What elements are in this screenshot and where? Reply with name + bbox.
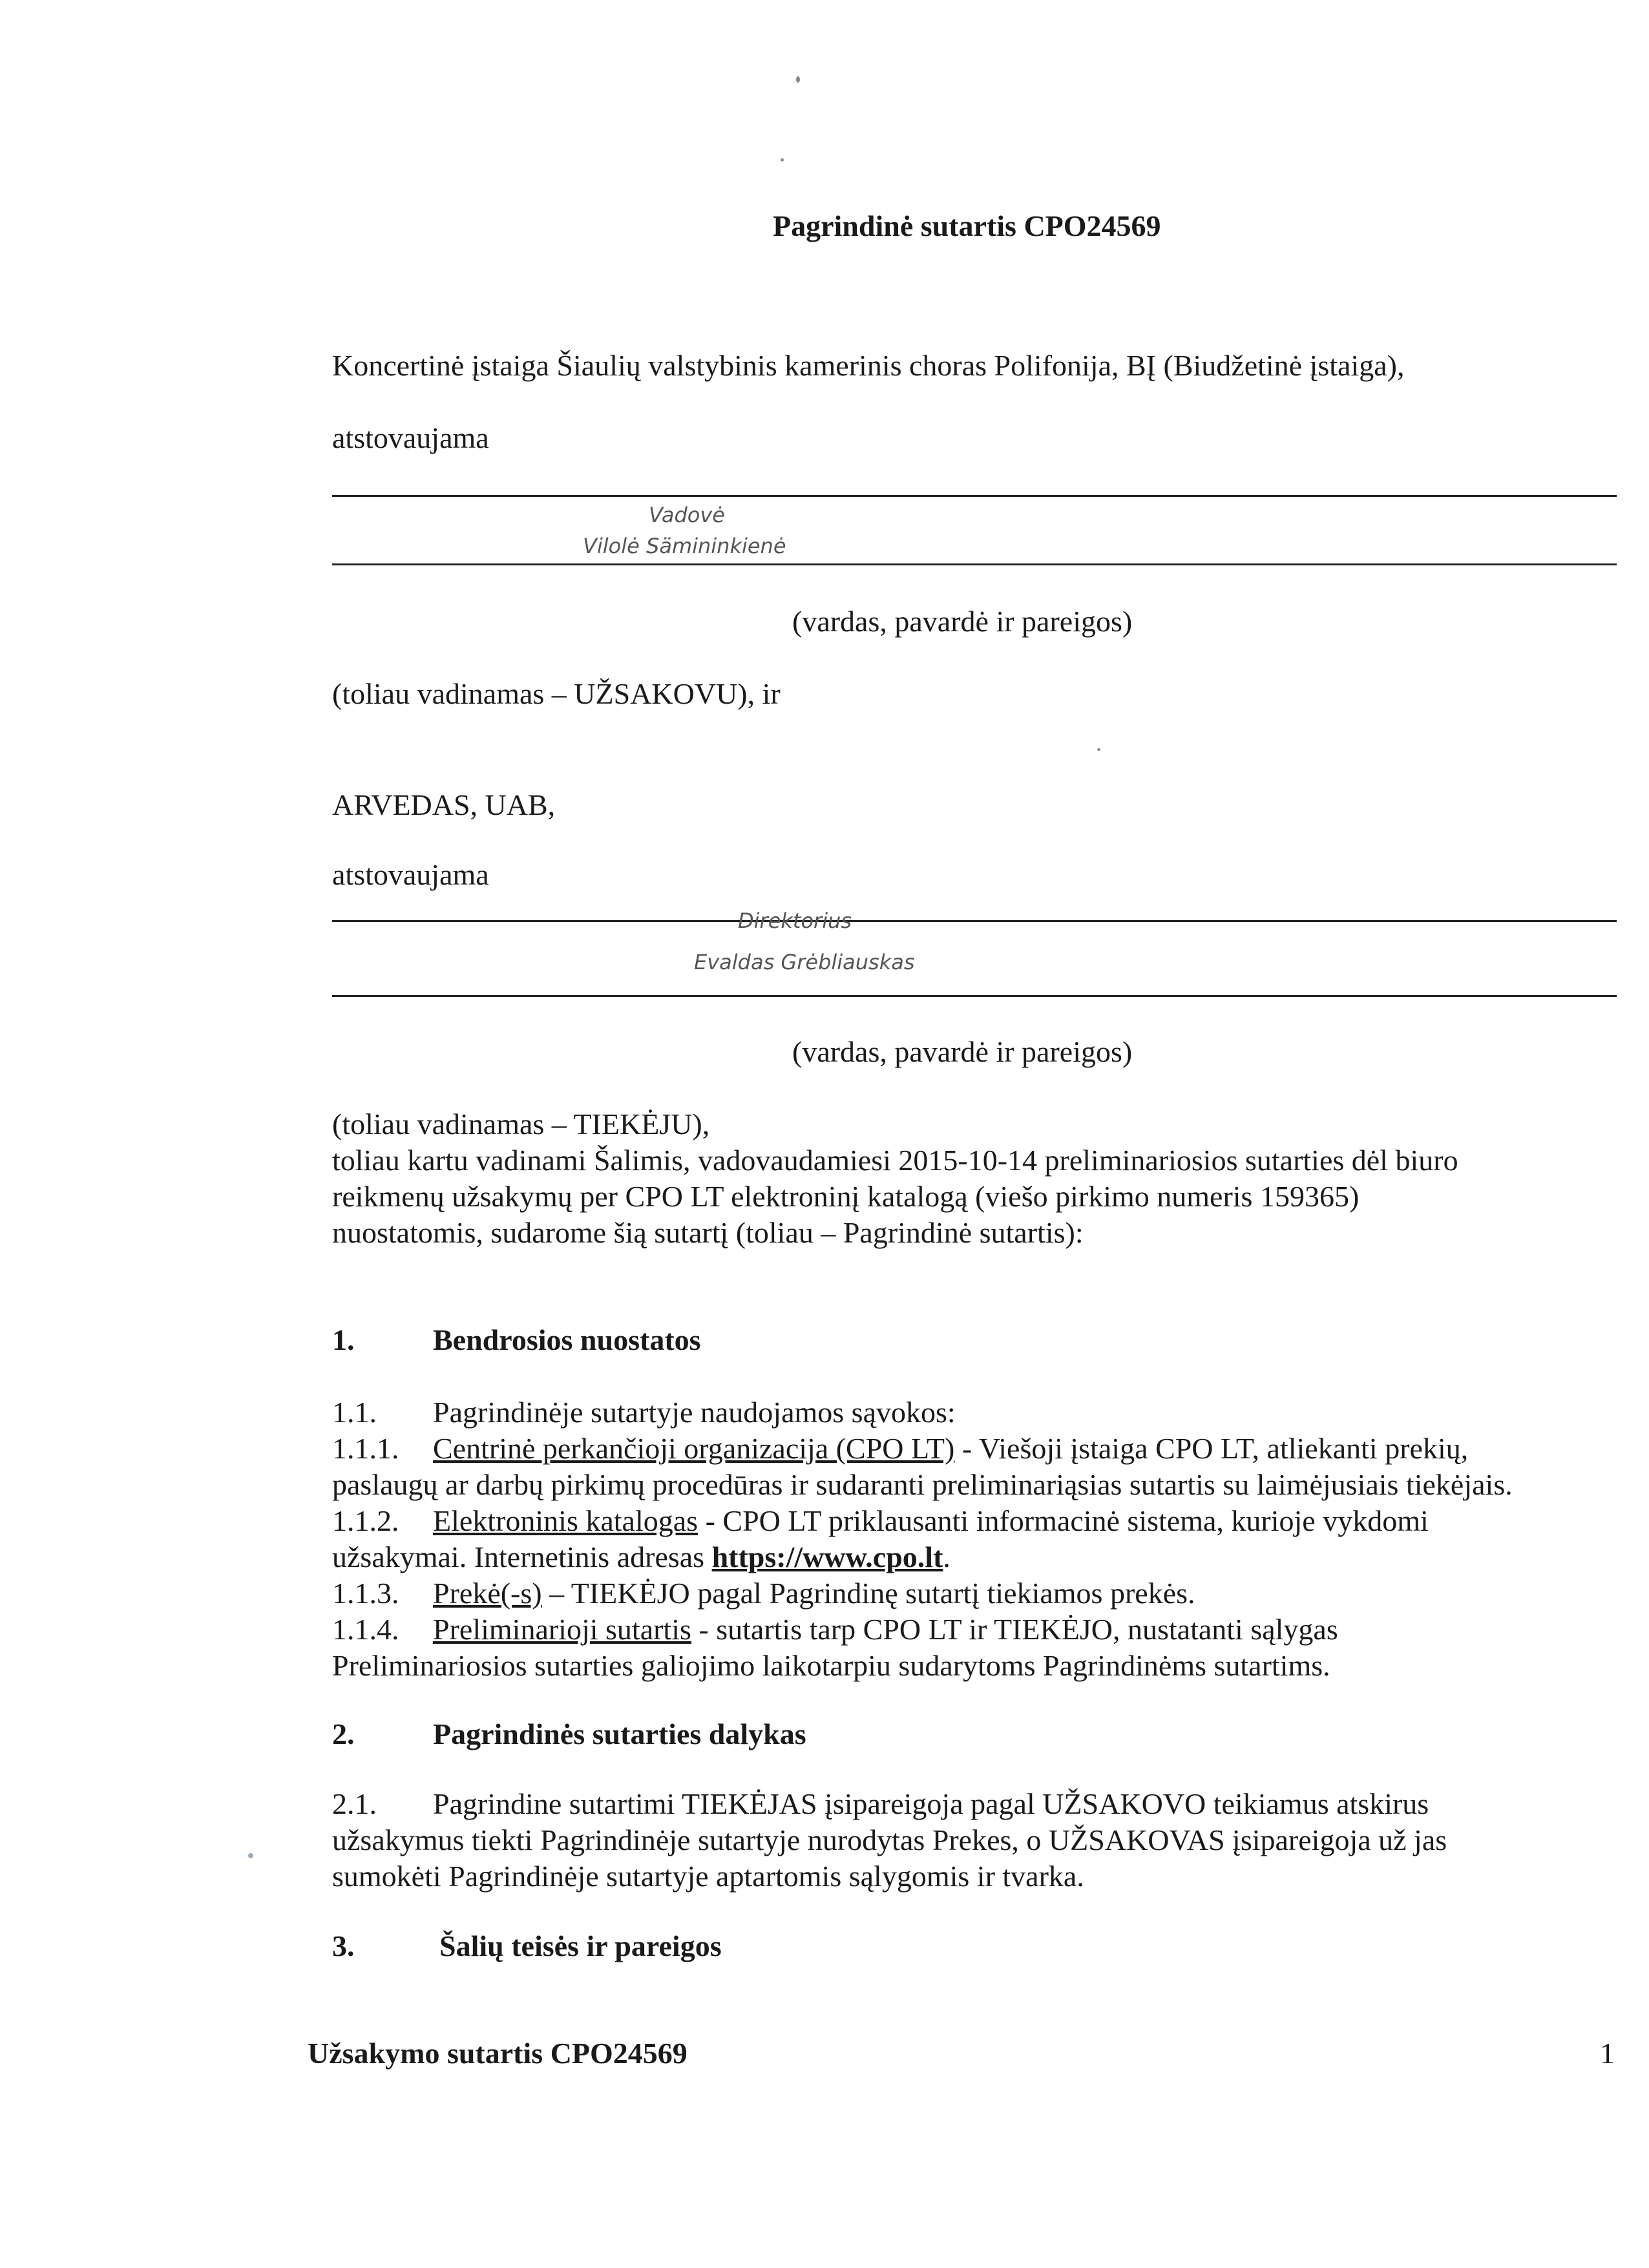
item-1-1-1-line-1 [433,1431,1468,1467]
section-3-heading: Šalių teisės ir pareigos [439,1929,722,1962]
item-1-1-2-line-2-prefix: užsakymai. Internetinis adresas [332,1540,712,1573]
document-title: Pagrindinė sutartis CPO24569 [773,209,1161,242]
customer-org-line: Koncertinė įstaiga Šiaulių valstybinis kamerinis choras Polifonija, BĮ (Biudžetinė įstaiga), [332,349,1405,382]
item-1-1-2-line-2 [332,1539,951,1575]
item-1-1-3-rest: – TIEKĖJO pagal Pagrindinę sutartį tiekiamos prekės. [541,1577,1195,1610]
section-1-number: 1. [332,1323,355,1356]
section-2-number: 2. [332,1717,355,1750]
item-1-1-2-line-2-suffix: . [943,1540,951,1573]
item-2-1-number: 2.1. [332,1787,377,1820]
scan-speck [796,76,800,83]
cpo-website-link[interactable]: https://www.cpo.lt [711,1540,943,1573]
footer-doc-label: Užsakymo sutartis CPO24569 [308,2037,688,2070]
item-2-1-line-2: užsakymus tiekti Pagrindinėje sutartyje nurodytas Prekes, o UŽSAKOVAS įsipareigoja už jas [332,1823,1447,1856]
item-1-1-1-term: Centrinė perkančioji organizacija (CPO LT) [433,1432,955,1465]
item-1-1-2-line-1 [433,1503,1429,1539]
supplier-name: ARVEDAS, UAB, [332,788,556,821]
item-2-1-line-3: sumokėti Pagrindinėje sutartyje aptartomis sąlygomis ir tvarka. [332,1860,1084,1893]
supplier-represented-by: atstovaujama [332,858,489,891]
item-1-1-4-line-1 [433,1612,1338,1648]
item-1-1-1-rest: - Viešoji įstaiga CPO LT, atliekanti prekių, [954,1432,1469,1465]
scan-speck [781,158,784,162]
item-2-1-line-1: Pagrindine sutartimi TIEKĖJAS įsipareigoja pagal UŽSAKOVO teikiamus atskirus [433,1787,1429,1820]
section-3-number: 3. [332,1929,355,1962]
item-1-1-2-number: 1.1.2. [332,1504,399,1537]
preamble-line-3: nuostatomis, sudarome šią sutartį (toliau – Pagrindinė sutartis): [332,1216,1084,1249]
customer-signer-top-line [332,495,1617,497]
section-2-heading: Pagrindinės sutarties dalykas [433,1717,806,1750]
section-1-heading: Bendrosios nuostatos [433,1323,701,1356]
preamble-line-2: reikmenų užsakymų per CPO LT elektroninį katalogą (viešo pirkimo numeris 159365) [332,1180,1360,1213]
customer-represented-by: atstovaujama [332,421,489,454]
customer-signer-title: Vadovė [649,503,725,527]
customer-caption: (vardas, pavardė ir pareigos) [792,605,1133,638]
customer-hereinafter: (toliau vadinamas – UŽSAKOVU), ir [332,677,781,710]
supplier-signer-top-line [332,920,1617,922]
item-1-1-4-rest: - sutartis tarp CPO LT ir TIEKĖJO, nustatanti sąlygas [691,1613,1338,1646]
footer-page-number: 1 [1600,2037,1615,2070]
item-1-1-4-number: 1.1.4. [332,1613,399,1646]
item-1-1-1-line-2: paslaugų ar darbų pirkimų procedūras ir sudaranti preliminariąsias sutartis su laimėjusiais tiekėjais. [332,1468,1513,1501]
scan-speck [1097,748,1100,751]
item-1-1-3-term: Prekė(-s) [433,1577,542,1610]
customer-signer-name: Vilolė Sämininkienė [583,534,786,558]
item-1-1-4-term: Preliminarioji sutartis [433,1613,691,1646]
item-1-1-2-term: Elektroninis katalogas [433,1504,698,1537]
item-1-1-number: 1.1. [332,1396,377,1429]
supplier-signer-bottom-line [332,995,1617,997]
item-1-1-3-number: 1.1.3. [332,1577,399,1610]
supplier-signer-name: Evaldas Grėbliauskas [694,950,915,974]
customer-signer-bottom-line [332,563,1617,565]
supplier-hereinafter: (toliau vadinamas – TIEKĖJU), [332,1108,710,1140]
item-1-1-1-number: 1.1.1. [332,1432,399,1465]
supplier-caption: (vardas, pavardė ir pareigos) [792,1035,1133,1068]
preamble-line-1: toliau kartu vadinami Šalimis, vadovaudamiesi 2015-10-14 preliminariosios sutarties dėl biuro [332,1144,1458,1177]
item-1-1-4-line-2: Preliminariosios sutarties galiojimo laikotarpiu sudarytoms Pagrindinėms sutartims. [332,1649,1330,1682]
supplier-signer-title: Direktorius [738,908,852,933]
scan-speck [248,1853,253,1858]
item-1-1-3-line-1 [433,1575,1195,1612]
item-1-1-2-rest: - CPO LT priklausanti informacinė sistema, kurioje vykdomi [698,1504,1429,1537]
item-1-1-text: Pagrindinėje sutartyje naudojamos sąvokos: [433,1396,956,1429]
